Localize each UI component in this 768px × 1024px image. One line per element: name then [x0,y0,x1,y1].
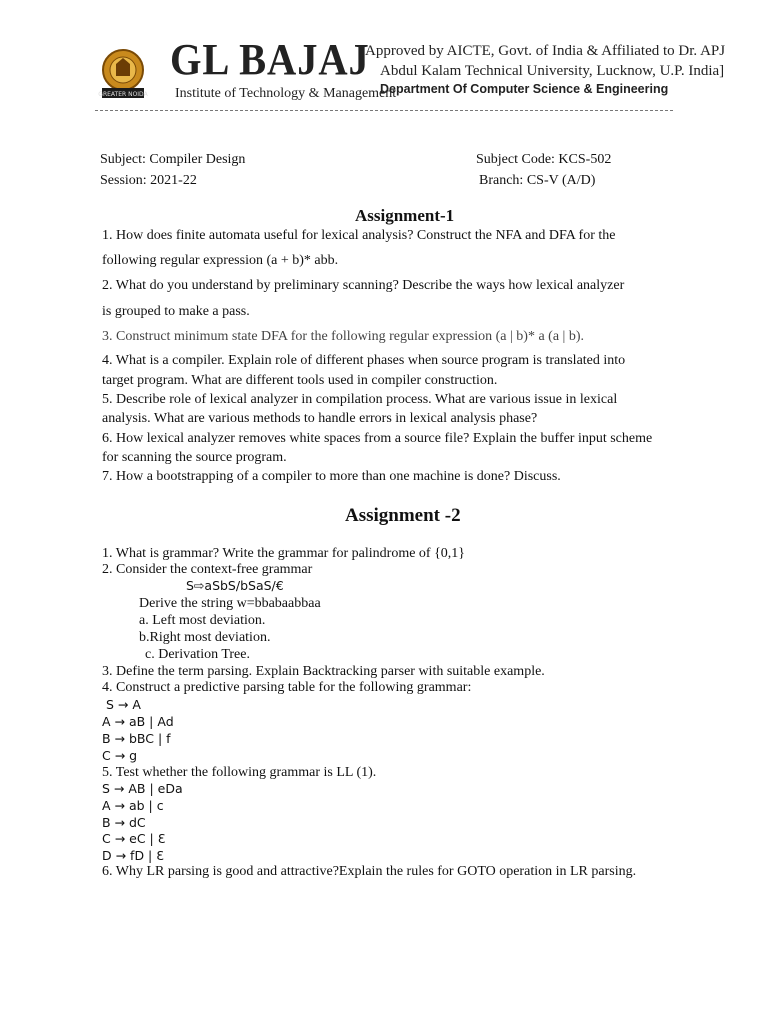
branch: Branch: CS-V (A/D) [479,173,596,188]
assignment-1-title: Assignment-1 [355,206,455,225]
header-divider [95,110,673,111]
a1-line: is grouped to make a pass. [102,304,250,319]
a1-line: 2. What do you understand by preliminary scanning? Describe the ways how lexical analyzer [102,278,625,293]
department-name: Department Of Computer Science & Engineering [380,82,669,96]
a1-line: 6. How lexical analyzer removes white spaces from a source file? Explain the buffer input scheme [102,431,653,446]
approval-line-2: Abdul Kalam Technical University, Lucknow, U.P. India] [380,63,725,79]
a1-line: 4. What is a compiler. Explain role of different phases when source program is translated into [102,353,626,368]
institute-name: GL BAJAJ [170,35,370,84]
grammar-rule: A → ab | c [102,798,164,813]
a2-line: 6. Why LR parsing is good and attractive?Explain the rules for GOTO operation in LR parsing. [102,864,637,879]
assignment-2-title: Assignment -2 [345,505,461,526]
a2-line: b.Right most deviation. [139,630,271,645]
a2-line: c. Derivation Tree. [145,647,250,662]
grammar-rule: C → eC | Ɛ [102,831,166,846]
a2-line: 1. What is grammar? Write the grammar for palindrome of {0,1} [102,546,466,561]
a1-line: 5. Describe role of lexical analyzer in compilation process. What are various issue in lexical [102,392,618,407]
a1-line: 3. Construct minimum state DFA for the following regular expression (a | b)* a (a | b). [102,329,585,344]
a2-line: 5. Test whether the following grammar is LL (1). [102,765,377,780]
a1-line: following regular expression (a + b)* abb. [102,253,339,268]
a1-line: 1. How does finite automata useful for lexical analysis? Construct the NFA and DFA for the [102,228,616,243]
a1-line: analysis. What are various methods to handle errors in lexical analysis phase? [102,411,538,426]
grammar-rule: C → g [102,748,138,763]
subject-code: Subject Code: KCS-502 [476,152,612,167]
institute-subtitle: Institute of Technology & Management [175,86,397,101]
grammar-rule: B → dC [102,815,146,830]
a2-line: 2. Consider the context-free grammar [102,562,313,577]
logo-caption: GREATER NOIDA [98,91,148,98]
grammar-rule: S → A [106,697,141,712]
grammar-rule: D → fD | Ɛ [102,848,164,863]
grammar-rule: A → aB | Ad [102,714,174,729]
subject: Subject: Compiler Design [100,152,246,167]
a2-line: 4. Construct a predictive parsing table for the following grammar: [102,680,472,695]
a2-line: Derive the string w=bbabaabbaa [139,596,321,611]
a1-line: target program. What are different tools used in compiler construction. [102,373,498,388]
approval-line-1: [Approved by AICTE, Govt. of India & Affiliated to Dr. APJ [360,43,726,59]
a2-line: 3. Define the term parsing. Explain Backtracking parser with suitable example. [102,664,545,679]
grammar-rule: B → bBC | f [102,731,171,746]
institute-logo [92,44,154,102]
grammar-rule: S⇨aSbS/bSaS/€ [186,578,284,593]
session: Session: 2021-22 [100,173,197,188]
grammar-rule: S → AB | eDa [102,781,183,796]
a1-line: for scanning the source program. [102,450,287,465]
a1-line: 7. How a bootstrapping of a compiler to more than one machine is done? Discuss. [102,469,561,484]
a2-line: a. Left most deviation. [139,613,266,628]
